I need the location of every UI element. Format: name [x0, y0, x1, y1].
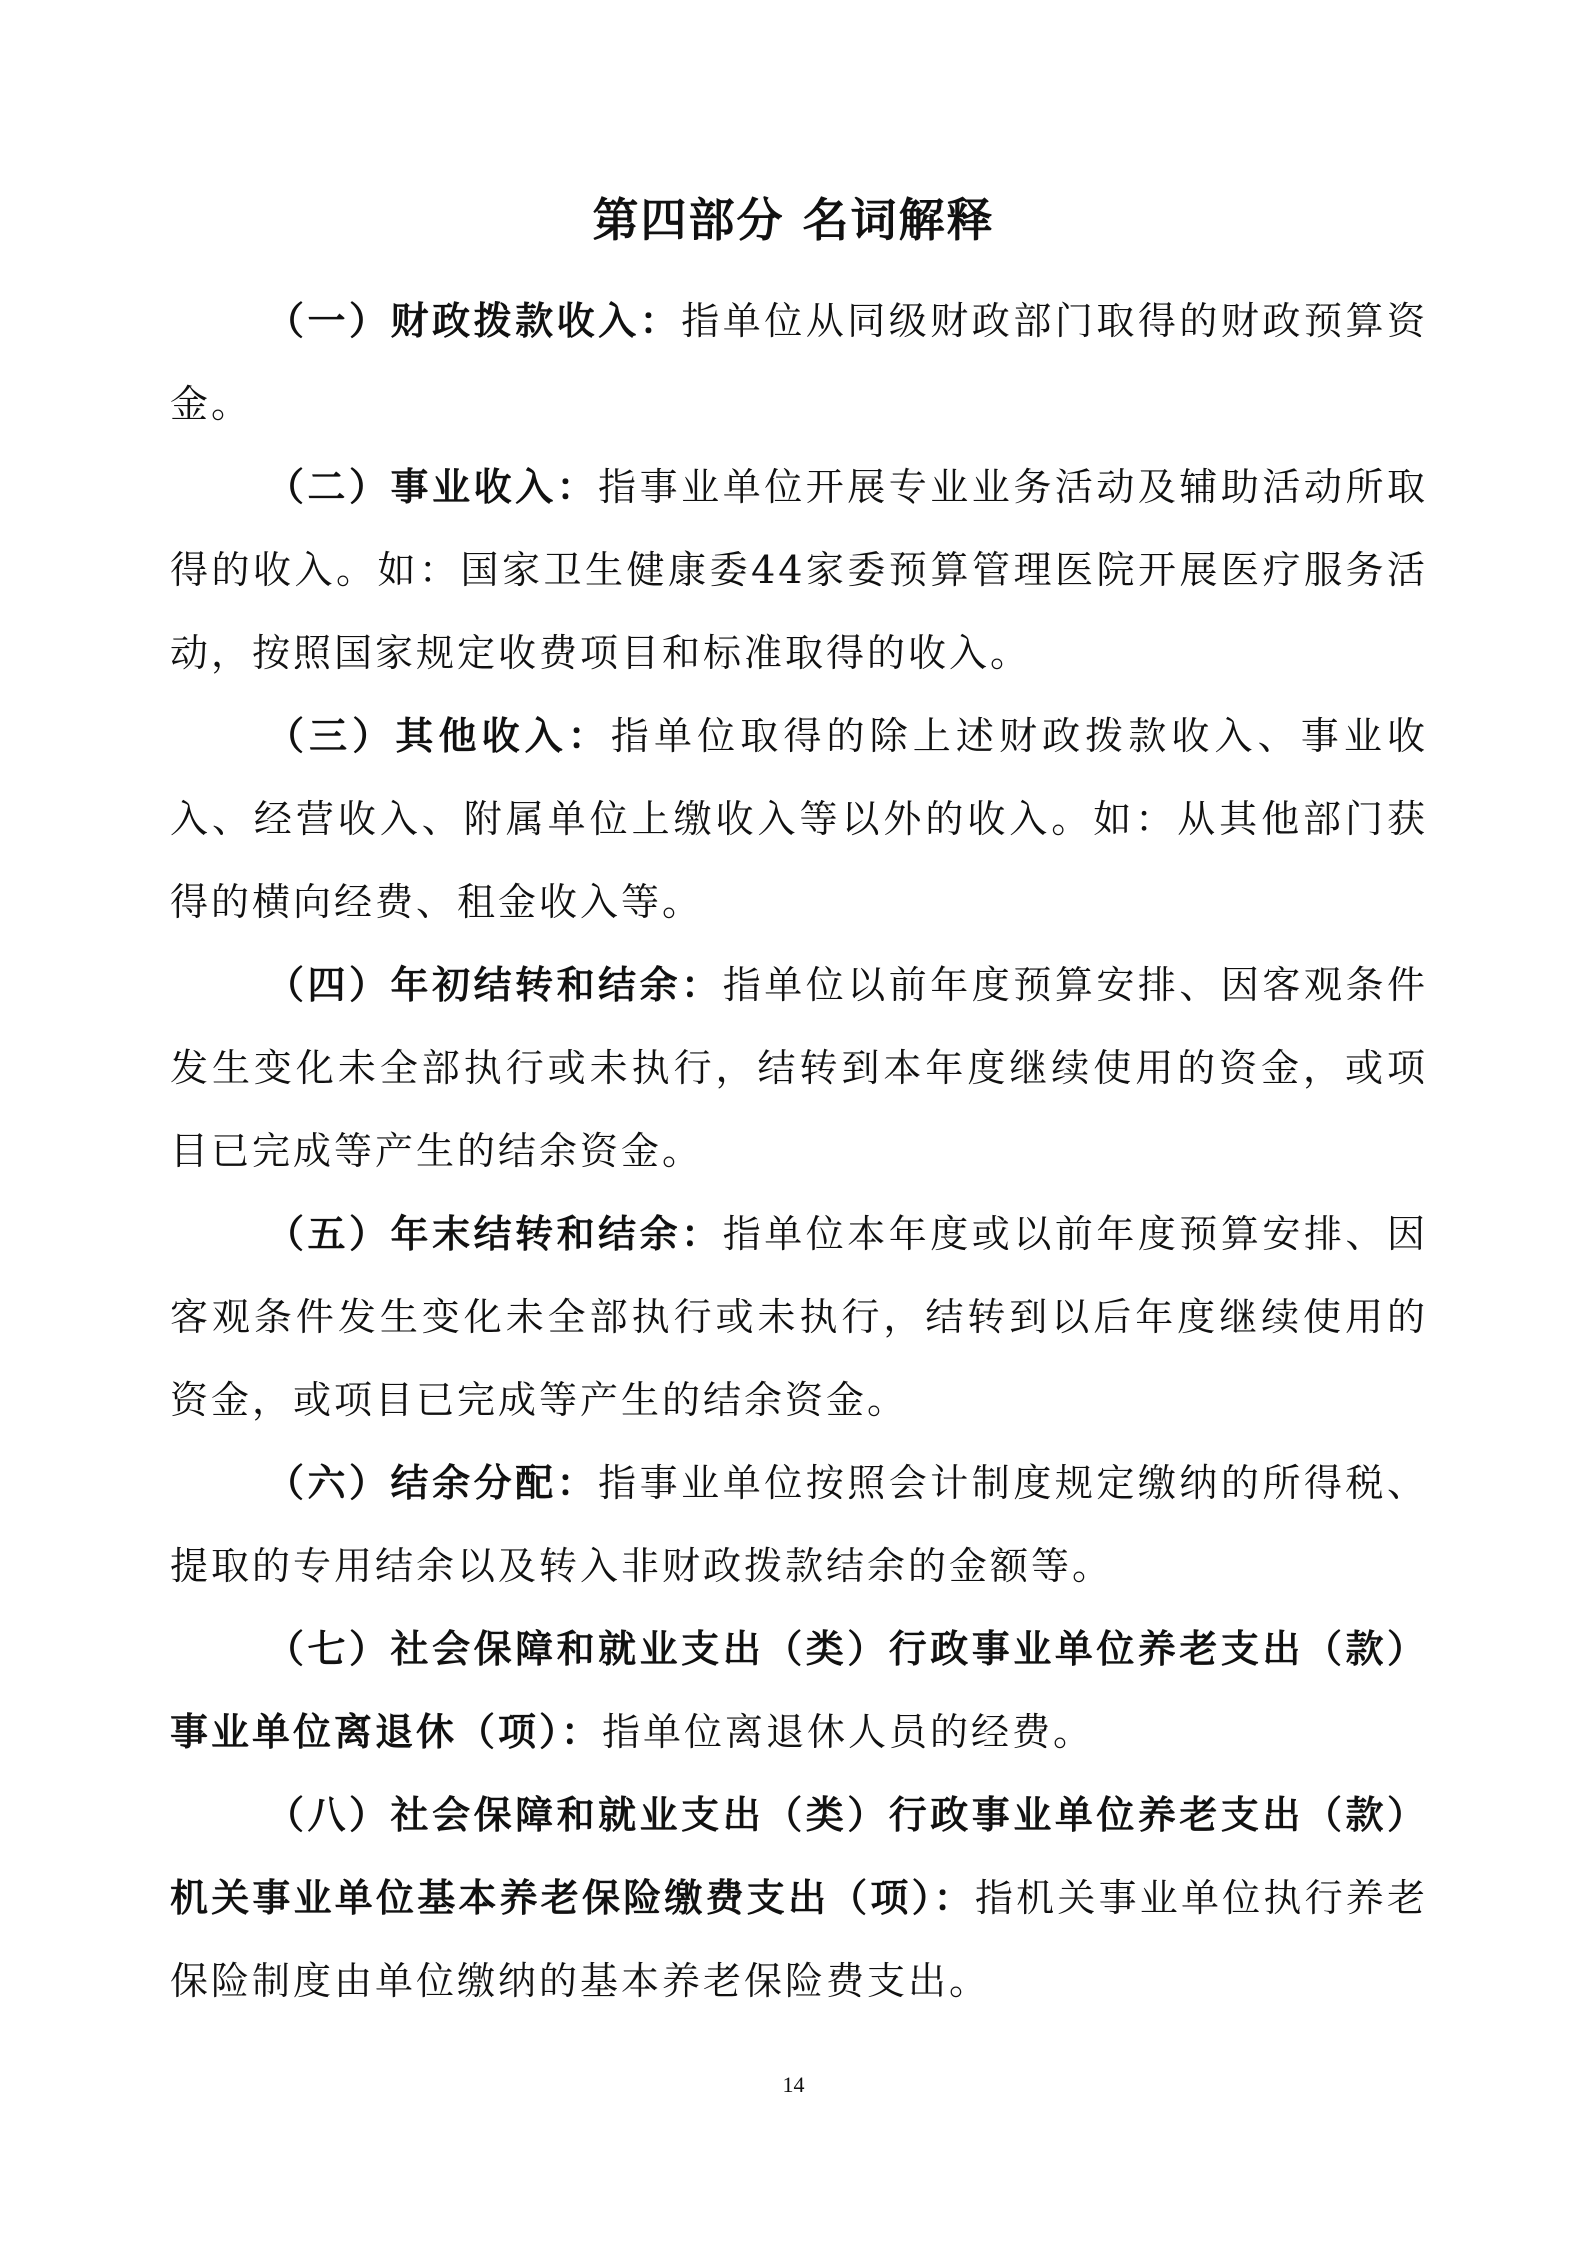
entry-definition: 指单位从同级财政部门取得的财政预算资金。 [170, 299, 1428, 426]
entry-term: （七）社会保障和就业支出（类）行政事业单位养老支出（款）事业单位离退休（项）： [170, 1627, 1428, 1754]
section-title: 第四部分 名词解释 [592, 193, 995, 247]
entry-definition: 指事业单位按照会计制度规定缴纳的所得税、提取的专用结余以及转入非财政拨款结余的金额等。 [170, 1461, 1428, 1588]
entry-term: （八）社会保障和就业支出（类）行政事业单位养老支出（款）机关事业单位基本养老保险缴费支出（项）： [170, 1793, 1428, 1920]
page-number: 14 [782, 2072, 805, 2097]
entry-term: （五）年末结转和结余： [266, 1212, 723, 1256]
entry-term: （三）其他收入： [266, 714, 611, 758]
glossary-entry-3 [170, 695, 1428, 944]
entry-definition: 指单位离退休人员的经费。 [602, 1710, 1095, 1754]
entry-term: （四）年初结转和结余： [266, 963, 723, 1007]
glossary-entry-6 [170, 1442, 1428, 1608]
glossary-list [170, 280, 1428, 2023]
entry-definition: 指单位取得的除上述财政拨款收入、事业收入、经营收入、附属单位上缴收入等以外的收入。如：从其他部门获得的横向经费、租金收入等。 [170, 714, 1428, 924]
entry-definition: 指机关事业单位执行养老保险制度由单位缴纳的基本养老保险费支出。 [170, 1876, 1428, 2003]
entry-definition: 指单位本年度或以前年度预算安排、因客观条件发生变化未全部执行或未执行，结转到以后年度继续使用的资金，或项目已完成等产生的结余资金。 [170, 1212, 1428, 1422]
entry-term: （六）结余分配： [266, 1461, 599, 1505]
glossary-entry-7 [170, 1608, 1428, 1774]
glossary-entry-1 [170, 280, 1428, 446]
glossary-entry-2 [170, 446, 1428, 695]
entry-term: （二）事业收入： [266, 465, 599, 509]
glossary-entry-5 [170, 1193, 1428, 1442]
entry-term: （一）财政拨款收入： [266, 299, 682, 343]
entry-definition: 指事业单位开展专业业务活动及辅助活动所取得的收入。如：国家卫生健康委44家委预算管理医院开展医疗服务活动，按照国家规定收费项目和标准取得的收入。 [170, 465, 1428, 675]
entry-definition: 指单位以前年度预算安排、因客观条件发生变化未全部执行或未执行，结转到本年度继续使用的资金，或项目已完成等产生的结余资金。 [170, 963, 1428, 1173]
glossary-entry-4 [170, 944, 1428, 1193]
glossary-entry-8 [170, 1774, 1428, 2023]
